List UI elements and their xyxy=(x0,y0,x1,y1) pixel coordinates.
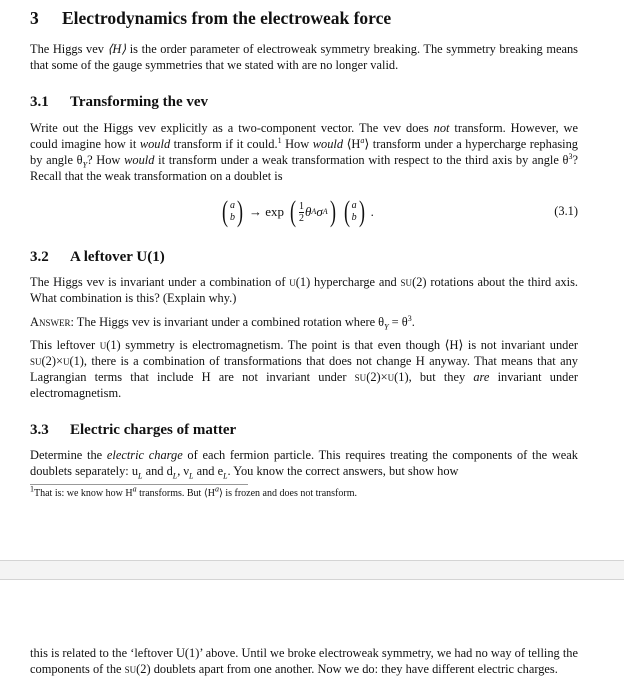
subsection-heading: 3.3 Electric charges of matter xyxy=(30,422,237,438)
equation-body: ( a b ) → exp ( $\frac{1}{2}$ θ A σ A ) ( a b ) . xyxy=(222,195,374,228)
page-2-body xyxy=(30,645,578,677)
section-3-intro xyxy=(30,41,578,73)
subsection-3-2 xyxy=(30,249,578,266)
subsection-3-3 xyxy=(30,422,578,439)
answer-block xyxy=(30,314,578,330)
page-gap xyxy=(0,561,624,579)
document-page-2 xyxy=(0,580,624,700)
subsection-heading: 3.2 A leftover U(1) xyxy=(30,249,165,265)
arrow-exp: → exp xyxy=(249,204,285,219)
exponent-group: ( $\frac{1}{2}$ θ A σ A ) xyxy=(290,195,336,228)
answer-paragraph: Answer: The Higgs vev is invariant under a combined rotation where $\theta_Y = \theta^3$. xyxy=(30,313,415,332)
paragraph: This leftover u(1) symmetry is electromagnetism. The point is that even though ⟨H⟩ is not invariant under su(2)×u(1), there is a combination of transformations that does not change H anyway. That means that any Lagrangian terms that include H are not invariant under su(2)×u(1), but they are invariant under electromagnetism. xyxy=(30,338,578,400)
subsection-3-1 xyxy=(30,94,578,111)
subsection-3-1-body xyxy=(30,120,578,184)
section-heading: 3 Electrodynamics from the electroweak force xyxy=(30,8,392,28)
paragraph: The Higgs vev ⟨H⟩ is the order parameter of electroweak symmetry breaking. The symmetry breaking means that some of the gauge symmetries that we stated with are no longer valid. xyxy=(30,42,578,72)
section-3 xyxy=(30,8,578,29)
paragraph: Write out the Higgs vev explicitly as a two-component vector. The vev does not transform. However, we could imagine how it would transform if it could.$^1$ How would $⟨H^a⟩$ transform under a hypercharge rephasing by angle $\theta_Y$? How would it transform under a weak transformation with respect to the third axis by angle $\theta^3$? Recall that the weak transformation on a doublet is xyxy=(30,121,578,183)
subsection-3-3-body xyxy=(30,447,578,479)
equation-number: (3.1) xyxy=(554,204,578,218)
subsection-3-2-body-2 xyxy=(30,337,578,401)
answer-label: Answer xyxy=(30,315,71,329)
footnote-mark[interactable]: 1 xyxy=(277,135,282,145)
equation-3-1 xyxy=(30,192,578,232)
paragraph: this is related to the ‘leftover U(1)’ above. Until we broke electroweak symmetry, we had no way of telling the components of the su(2) doublets apart from one another. Now we do: they have different electric charges. xyxy=(30,646,578,676)
subsection-3-2-body xyxy=(30,274,578,306)
footnote: $^1$That is: we know how $H^a$ transforms. But $⟨H^a⟩$ is frozen and does not transform. xyxy=(30,484,357,499)
doublet-vector-result: ( a b ) xyxy=(343,195,365,228)
paragraph: The Higgs vev is invariant under a combination of u(1) hypercharge and su(2) rotations about the third axis. What combination is this? (Explain why.) xyxy=(30,275,579,305)
section-title: Electrodynamics from the electroweak force xyxy=(62,8,392,28)
subsection-title: Transforming the vev xyxy=(70,94,209,110)
subsection-heading: 3.1 Transforming the vev xyxy=(30,94,209,110)
doublet-vector: ( a b ) xyxy=(222,195,243,228)
subsection-title: A leftover U(1) xyxy=(70,249,165,265)
subsection-title: Electric charges of matter xyxy=(70,422,237,438)
paragraph: Determine the electric charge of each fermion particle. This requires treating the components of the weak doublets separately: $u_L$ and $d_L$, $\nu_L$ and $e_L$. You know the correct answers, but show how xyxy=(30,448,579,481)
